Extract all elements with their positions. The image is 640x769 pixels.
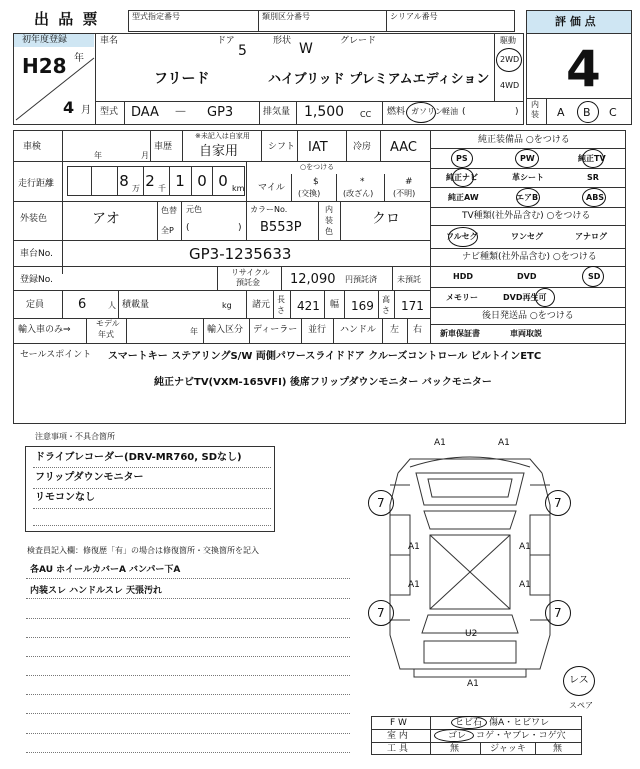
damage-mark-fr: 7 (554, 496, 562, 510)
width-value: 169 (351, 299, 374, 313)
serial-label: シリアル番号 (390, 12, 438, 21)
color-no-label: カラーNo. (250, 205, 288, 214)
damage-mark-l-door1: A1 (408, 542, 420, 552)
color-paren-open: ( (186, 223, 190, 233)
unknown-symbol: # (405, 177, 413, 187)
category-label: 類別区分番号 (262, 12, 310, 21)
equip-ps: PS (456, 154, 468, 163)
dimensions-label: 諸元 (252, 300, 271, 310)
model-designation-label: 型式指定番号 (132, 12, 180, 21)
recycle-label-2: 預託金 (236, 278, 260, 287)
shaken-year-unit: 年 (94, 151, 102, 160)
damage-mark-rr: 7 (554, 606, 562, 620)
sales-points-line1: スマートキー ステアリングS/W 両側パワースライドドア クルーズコントロール ビルトインETC (108, 351, 542, 362)
tools-col2: ジャッキ (490, 744, 526, 754)
inspector-item-2: 内装スレ ハンドルスレ 天張汚れ (30, 586, 162, 596)
damage-mark-l-door2: A1 (408, 580, 420, 590)
tv-fullseg: フルセグ (446, 232, 478, 241)
equip-abs: ABS (586, 193, 605, 202)
equip-sr: SR (587, 173, 599, 182)
dealer-label: ディーラー (253, 325, 298, 335)
ac-value: AAC (390, 140, 417, 155)
damage-mark-front-right: A1 (498, 438, 510, 448)
length-label: 長さ (277, 295, 285, 315)
shape-value: W (299, 41, 313, 57)
equip-ps-circle (451, 149, 473, 168)
shaken-label: 車検 (23, 142, 42, 152)
spare-label: スペア (569, 701, 593, 710)
model-dash: － (174, 105, 188, 120)
cc-unit: CC (360, 110, 372, 119)
car-name-label: 車名 (100, 36, 119, 46)
color-all-label: 全P (161, 226, 174, 235)
import-label: 輸入車のみ⇒ (18, 325, 71, 335)
drive-2wd: 2WD (500, 55, 520, 64)
notes-title: 注意事項・不具合箇所 (35, 432, 115, 441)
equip-abs-circle (582, 188, 606, 207)
unknown-label: (不明) (393, 189, 416, 198)
mileage-sen-unit: 千 (158, 184, 166, 193)
fw-col2: 傷A・ヒビワレ (489, 718, 550, 728)
interior-row-col2: コゲ・ヤブレ・コゲ穴 (476, 731, 566, 741)
fuel-paren-close: ) (515, 107, 519, 117)
height-label: 高さ (382, 295, 390, 315)
fuel-value: ガソリン (411, 107, 443, 116)
navi-title: ナビ種類(社外品含む) ○をつける (462, 252, 597, 262)
navi-memory: メモリー (446, 293, 478, 302)
color-change-label: 色替 (161, 206, 177, 215)
drive-4wd: 4WD (500, 81, 520, 90)
inspector-item-1: 各AU ホイールカバーA バンパー下A (30, 565, 181, 575)
navi-dvd-play: DVD再生可 (503, 293, 547, 302)
doors-value: 5 (238, 43, 247, 59)
reg-no-label: 登録No. (20, 275, 53, 285)
reg-year-unit: 年 (74, 53, 84, 64)
sales-points-label: セールスポイント (20, 350, 92, 360)
sales-points-line2: 純正ナビTV(VXM-165VFI) 後席フリップダウンモニター バックモニター (154, 377, 492, 388)
equip-navi: 純正ナビ (446, 173, 478, 182)
equip-airbag-circle (516, 188, 540, 207)
car-damage-diagram (370, 445, 570, 685)
recycle-deposited-label: 円預託済 (345, 275, 377, 284)
model-year-unit: 年 (190, 327, 198, 336)
load-unit: kg (222, 301, 232, 310)
recycle-not-deposited-label: 未預託 (397, 275, 421, 284)
displacement-label: 排気量 (263, 107, 291, 117)
interior-row-col1: ゴレ (448, 731, 467, 741)
grade-value: ハイブリッド プレミアムエディション (268, 72, 490, 87)
load-label: 積載量 (122, 300, 150, 310)
capacity-unit: 人 (108, 301, 116, 310)
ac-label: 冷房 (353, 142, 372, 152)
damage-mark-front-left: A1 (434, 438, 446, 448)
note-item-3: リモコンなし (35, 492, 95, 503)
sheet-title: 出 品 票 (34, 10, 100, 28)
tools-col1: 無 (450, 744, 460, 754)
tampered-symbol: * (360, 177, 365, 187)
exterior-color-label: 外装色 (20, 214, 48, 224)
note-item-2: フリップダウンモニター (35, 472, 144, 483)
damage-mark-rear: U2 (465, 629, 478, 639)
original-color-label: 元色 (186, 205, 202, 214)
fw-col1: ヒビ石 (455, 718, 483, 728)
light-oil-label: 軽油 (442, 107, 458, 116)
header-numbers-box (128, 10, 515, 32)
grade-score: 4 (566, 40, 601, 98)
displacement-value: 1,500 (304, 104, 345, 120)
damage-mark-r-door1: A1 (519, 542, 531, 552)
equip-tv-circle (582, 149, 604, 168)
mileage-label: 走行距離 (18, 179, 55, 189)
model-year-label-2: 年式 (98, 330, 114, 339)
damage-mark-rl: 7 (377, 606, 385, 620)
handle-label: ハンドル (340, 325, 377, 335)
navi-dvd: DVD (517, 272, 537, 281)
tv-fullseg-circle (448, 227, 478, 247)
interior-row-circle (434, 729, 474, 742)
recycle-label-1: リサイクル (231, 268, 270, 277)
tv-title: TV種類(社外品含む) ○をつける (462, 211, 591, 221)
car-name-value: フリード (154, 71, 210, 87)
equip-aw: 純正AW (448, 193, 479, 202)
navi-hdd: HDD (453, 272, 473, 281)
interior-label: 内装 (531, 100, 539, 119)
interior-color-value: クロ (372, 211, 400, 227)
fw-selected-circle (451, 716, 487, 729)
tools-col3: 無 (553, 744, 563, 754)
interior-row-label: 室 内 (387, 731, 408, 741)
spare-mark: レス (569, 675, 589, 686)
reg-month-unit: 月 (81, 105, 91, 116)
import-class-label: 輸入区分 (207, 325, 244, 335)
shift-label: シフト (268, 142, 296, 152)
model-code: GP3 (207, 105, 234, 120)
docs-title: 後日発送品 ○をつける (482, 311, 574, 321)
interior-color-label: 内装色 (325, 205, 333, 236)
reg-era-year: H28 (22, 54, 67, 78)
chassis-label: 車台No. (20, 249, 53, 259)
mileage-digit-3: 1 (175, 172, 185, 190)
interior-option-c: C (609, 106, 617, 119)
interior-selected-circle (577, 101, 599, 123)
mileage-digit-5: 0 (218, 172, 228, 190)
model-label: 型式 (100, 107, 119, 117)
tampered-label: (改ざん) (343, 189, 374, 198)
mileage-km-unit: km (232, 184, 245, 193)
width-label: 幅 (330, 300, 340, 310)
exterior-color-value: アオ (92, 211, 120, 227)
fuel-paren-open: ( (462, 107, 466, 117)
equip-leather: 革シート (512, 173, 544, 182)
drive-label: 駆動 (500, 36, 516, 45)
equipment-title: 純正装備品 ○をつける (478, 135, 570, 145)
history-value: 自家用 (199, 144, 239, 159)
exchange-label: (交換) (298, 189, 321, 198)
navi-dvd-play-circle (535, 288, 555, 307)
history-note: ※未記入は自家用 (195, 132, 250, 140)
damage-mark-rear-bumper: A1 (467, 679, 479, 689)
note-item-1: ドライブレコーダー(DRV-MR760, SDなし) (35, 452, 242, 463)
docs-manual: 車両取説 (510, 329, 542, 338)
height-value: 171 (401, 299, 424, 313)
inspector-title: 検査員記入欄：修復歴「有」の場合は修復箇所・交換箇所を記入 (27, 546, 259, 555)
grade-field-label: グレード (340, 36, 377, 46)
chassis-number: GP3-1235633 (189, 245, 292, 263)
fw-label: F W (390, 718, 407, 728)
interior-option-b: B (583, 106, 591, 119)
exchange-symbol: $ (313, 177, 319, 187)
handle-right: 右 (413, 325, 423, 335)
recycle-amount: 12,090 (290, 272, 336, 287)
drive-selected-circle (496, 48, 522, 72)
color-paren-close: ) (238, 223, 242, 233)
handle-left: 左 (390, 325, 400, 335)
interior-option-a: A (557, 106, 565, 119)
grade-label: 評 価 点 (555, 15, 596, 28)
first-reg-label: 初年度登録 (22, 35, 68, 45)
mileage-digit-1: 8 (119, 172, 129, 190)
docs-warranty: 新車保証書 (440, 329, 480, 338)
shift-value: IAT (308, 140, 328, 155)
shaken-month-unit: 月 (141, 151, 149, 160)
model-year-label-1: モデル (96, 319, 120, 328)
equip-airbag: エアB (516, 193, 539, 202)
tv-analog: アナログ (575, 232, 607, 241)
door-label: ドア (217, 36, 235, 46)
color-no-value: B553P (260, 220, 302, 235)
history-label: 車歴 (154, 142, 173, 152)
mile-label: マイル (258, 183, 285, 193)
capacity-value: 6 (78, 297, 87, 312)
tv-oneseg: ワンセグ (511, 232, 543, 241)
capacity-label: 定員 (26, 300, 45, 310)
mileage-circle-note: ○をつける (300, 163, 335, 171)
tools-label: 工 具 (387, 744, 408, 754)
length-value: 421 (297, 299, 320, 313)
mileage-man-unit: 万 (132, 184, 140, 193)
navi-sd-circle (582, 266, 604, 287)
equip-tv: 純正TV (578, 154, 606, 163)
navi-sd: SD (588, 272, 601, 281)
parallel-label: 並行 (308, 325, 327, 335)
equip-pw: PW (520, 154, 535, 163)
shape-label: 形状 (273, 36, 292, 46)
mileage-digit-4: 0 (197, 172, 207, 190)
damage-mark-r-door2: A1 (519, 580, 531, 590)
fuel-label: 燃料 (387, 107, 406, 117)
reg-month: 4 (63, 98, 75, 117)
equip-pw-circle (515, 149, 539, 168)
mileage-digit-2: 2 (145, 172, 155, 190)
damage-mark-fl: 7 (377, 496, 385, 510)
equip-navi-circle (452, 168, 474, 187)
fuel-selected-circle (406, 102, 436, 123)
model-prefix: DAA (131, 105, 159, 120)
